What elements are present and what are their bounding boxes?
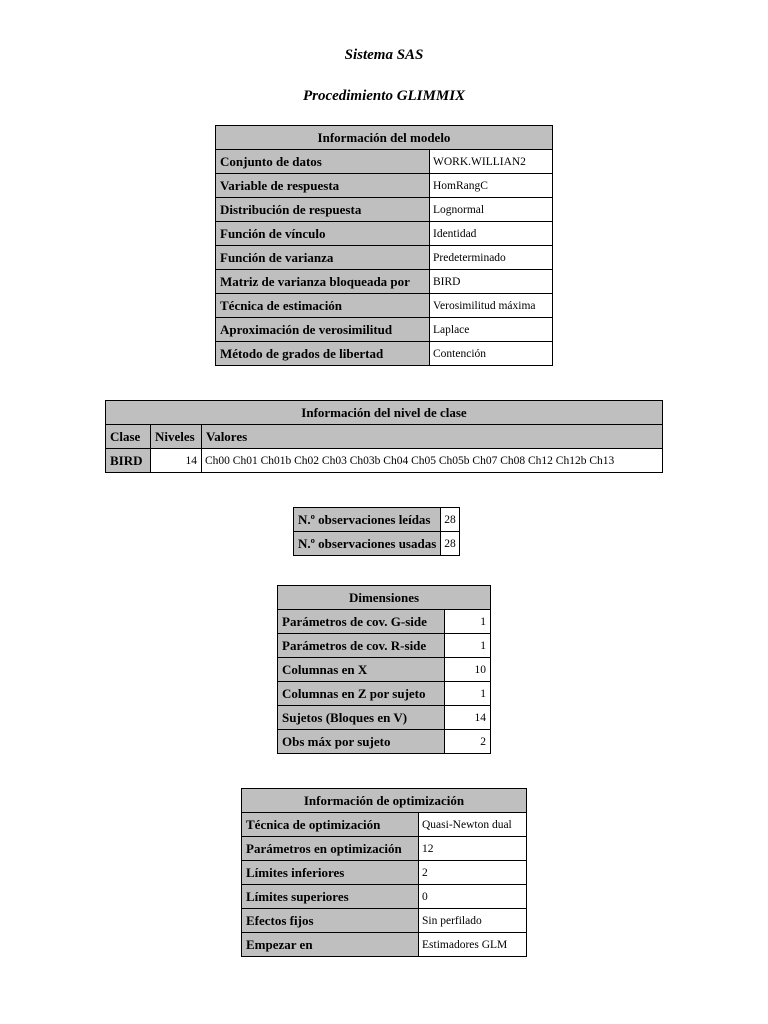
table-row xyxy=(294,532,460,556)
row-label: Columnas en X xyxy=(278,658,445,682)
row-label: Parámetros en optimización xyxy=(242,837,419,861)
row-label: Técnica de optimización xyxy=(242,813,419,837)
table-row xyxy=(216,318,553,342)
table-row xyxy=(278,706,491,730)
model-info-table xyxy=(215,125,553,366)
row-label: Límites inferiores xyxy=(242,861,419,885)
table-row xyxy=(216,150,553,174)
row-value: 12 xyxy=(419,837,527,861)
row-value: 1 xyxy=(445,634,491,658)
table-row xyxy=(216,294,553,318)
class-name: BIRD xyxy=(106,449,151,473)
table-row xyxy=(216,270,553,294)
row-value: 0 xyxy=(419,885,527,909)
model-info-caption: Información del modelo xyxy=(216,126,553,150)
observations-table xyxy=(293,507,460,556)
table-row xyxy=(242,885,527,909)
table-row xyxy=(216,246,553,270)
row-value: 2 xyxy=(445,730,491,754)
row-value: HomRangC xyxy=(430,174,553,198)
row-label: Empezar en xyxy=(242,933,419,957)
table-row xyxy=(242,813,527,837)
row-label: Límites superiores xyxy=(242,885,419,909)
row-value: 1 xyxy=(445,610,491,634)
row-label: Parámetros de cov. G-side xyxy=(278,610,445,634)
table-row xyxy=(278,610,491,634)
row-value: BIRD xyxy=(430,270,553,294)
table-row xyxy=(278,658,491,682)
dimensions-caption: Dimensiones xyxy=(278,586,491,610)
row-label: Distribución de respuesta xyxy=(216,198,430,222)
row-label: Columnas en Z por sujeto xyxy=(278,682,445,706)
table-row xyxy=(294,508,460,532)
table-row xyxy=(278,682,491,706)
row-label: Efectos fijos xyxy=(242,909,419,933)
dimensions-table xyxy=(277,585,491,754)
row-value: Identidad xyxy=(430,222,553,246)
column-header-niveles: Niveles xyxy=(151,425,202,449)
row-label: Aproximación de verosimilitud xyxy=(216,318,430,342)
row-value: Sin perfilado xyxy=(419,909,527,933)
row-value: WORK.WILLIAN2 xyxy=(430,150,553,174)
row-value: 2 xyxy=(419,861,527,885)
table-row xyxy=(242,933,527,957)
row-label: Técnica de estimación xyxy=(216,294,430,318)
table-row xyxy=(242,861,527,885)
table-row xyxy=(278,730,491,754)
row-label: Sujetos (Bloques en V) xyxy=(278,706,445,730)
row-label: Método de grados de libertad xyxy=(216,342,430,366)
system-title: Sistema SAS xyxy=(344,47,424,63)
row-value: 14 xyxy=(445,706,491,730)
row-label: Conjunto de datos xyxy=(216,150,430,174)
row-value: Verosimilitud máxima xyxy=(430,294,553,318)
optimization-info-table xyxy=(241,788,527,957)
row-value: Quasi-Newton dual xyxy=(419,813,527,837)
table-row xyxy=(242,837,527,861)
table-row xyxy=(106,449,663,473)
table-row xyxy=(216,174,553,198)
row-label: Matriz de varianza bloqueada por xyxy=(216,270,430,294)
row-label: Obs máx por sujeto xyxy=(278,730,445,754)
row-value: 10 xyxy=(445,658,491,682)
row-label: N.º observaciones usadas xyxy=(294,532,441,556)
table-row xyxy=(242,909,527,933)
column-header-valores: Valores xyxy=(202,425,663,449)
row-label: N.º observaciones leídas xyxy=(294,508,441,532)
row-value: 28 xyxy=(441,532,460,556)
class-levels: 14 xyxy=(151,449,202,473)
row-value: 1 xyxy=(445,682,491,706)
row-label: Parámetros de cov. R-side xyxy=(278,634,445,658)
row-value: Estimadores GLM xyxy=(419,933,527,957)
table-row xyxy=(278,634,491,658)
optimization-caption: Información de optimización xyxy=(242,789,527,813)
class-level-caption: Información del nivel de clase xyxy=(106,401,663,425)
row-value: Lognormal xyxy=(430,198,553,222)
row-value: Contención xyxy=(430,342,553,366)
row-value: 28 xyxy=(441,508,460,532)
table-row xyxy=(216,222,553,246)
class-level-table xyxy=(105,400,663,473)
row-label: Función de varianza xyxy=(216,246,430,270)
row-label: Variable de respuesta xyxy=(216,174,430,198)
table-row xyxy=(216,342,553,366)
table-row xyxy=(216,198,553,222)
column-header-clase: Clase xyxy=(106,425,151,449)
row-label: Función de vínculo xyxy=(216,222,430,246)
class-values: Ch00 Ch01 Ch01b Ch02 Ch03 Ch03b Ch04 Ch05 Ch05b Ch07 Ch08 Ch12 Ch12b Ch13 xyxy=(202,449,663,473)
row-value: Laplace xyxy=(430,318,553,342)
row-value: Predeterminado xyxy=(430,246,553,270)
procedure-title: Procedimiento GLIMMIX xyxy=(302,88,466,104)
